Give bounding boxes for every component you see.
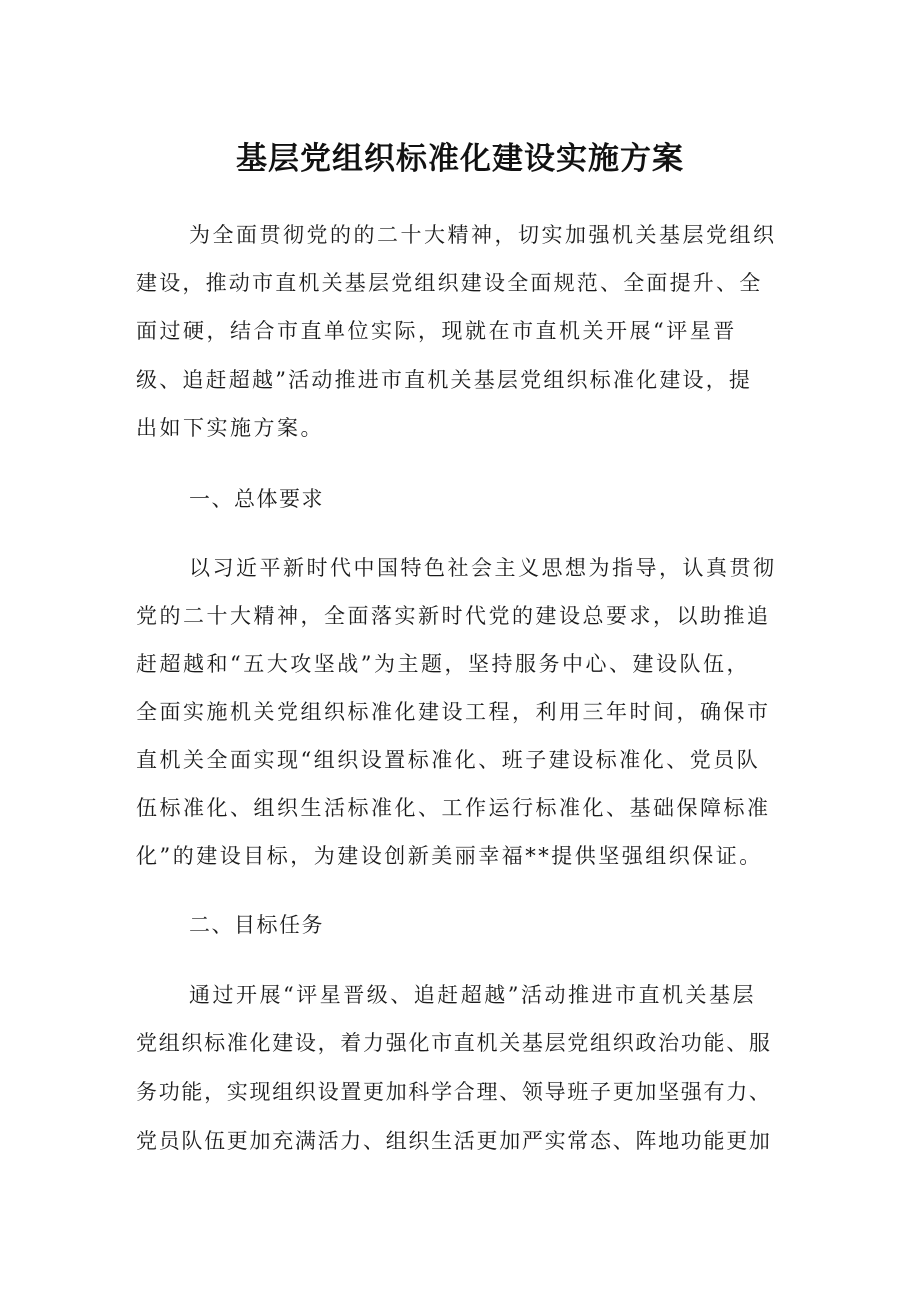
paragraph-line: 化”的建设目标，为建设创新美丽幸福**提供坚强组织保证。 <box>136 844 763 868</box>
paragraph-line: 务功能，实现组织设置更加科学合理、领导班子更加坚强有力、 <box>136 1080 772 1104</box>
section-heading: 一、总体要求 <box>189 487 324 511</box>
paragraph-line: 党员队伍更加充满活力、组织生活更加严实常态、阵地功能更加 <box>136 1129 772 1153</box>
paragraph-line: 党组织标准化建设，着力强化市直机关基层党组织政治功能、服 <box>136 1031 772 1055</box>
paragraph-line: 伍标准化、组织生活标准化、工作运行标准化、基础保障标准 <box>136 796 771 820</box>
paragraph-line: 通过开展“评星晋级、追赶超越”活动推进市直机关基层 <box>189 983 756 1007</box>
paragraph-line: 面过硬，结合市直单位实际，现就在市直机关开展“评星晋 <box>136 319 737 343</box>
paragraph-line: 直机关全面实现“组织设置标准化、班子建设标准化、党员队 <box>136 748 761 772</box>
paragraph-line: 全面实施机关党组织标准化建设工程，利用三年时间，确保市 <box>136 700 771 724</box>
section-heading: 二、目标任务 <box>189 913 324 937</box>
paragraph-line: 赶超越和“五大攻坚战”为主题，坚持服务中心、建设队伍， <box>136 652 750 676</box>
paragraph-line: 以习近平新时代中国特色社会主义思想为指导，认真贯彻 <box>189 556 777 580</box>
document-title: 基层党组织标准化建设实施方案 <box>236 141 684 177</box>
paragraph-line: 级、追赶超越”活动推进市直机关基层党组织标准化建设，提 <box>136 368 753 392</box>
paragraph-line: 建设，推动市直机关基层党组织建设全面规范、全面提升、全 <box>136 271 763 295</box>
paragraph-line: 出如下实施方案。 <box>136 416 324 440</box>
paragraph-line: 党的二十大精神，全面落实新时代党的建设总要求，以助推追 <box>136 604 771 628</box>
paragraph-line: 为全面贯彻党的的二十大精神，切实加强机关基层党组织 <box>189 223 777 247</box>
